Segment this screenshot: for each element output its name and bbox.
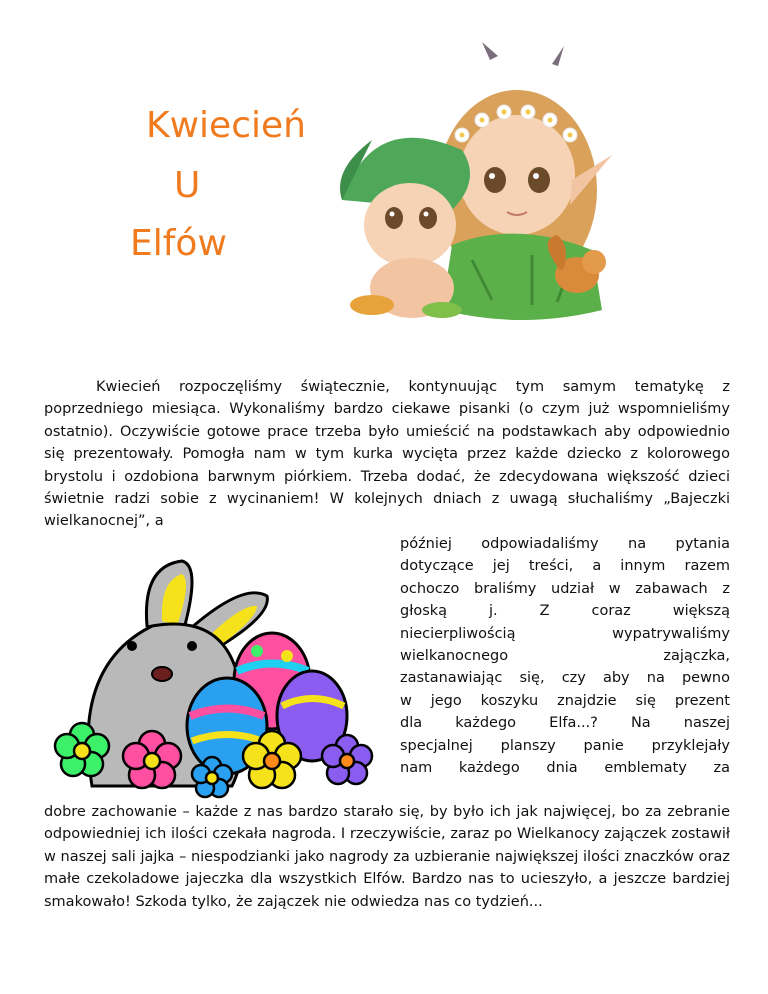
side-line: dotyczące jej treści, a innym razem (400, 558, 730, 575)
title-line-1: Kwiecień (146, 105, 306, 146)
paragraph-2-side (400, 533, 730, 779)
side-line: ochoczo braliśmy udział w zabawach z (400, 580, 730, 597)
side-line: głoską j. Z coraz większą (400, 603, 730, 620)
paragraph-1: Kwiecień rozpoczęliśmy świątecznie, kontynuując tym samym tematykę z poprzedniego miesiąca. Wykonaliśmy bardzo ciekawe pisanki (o czym już wspomnieliśmy ostatnio). Oczywiście gotowe prace trzeba było umieścić na podstawkach aby odpowiednio się prezentowały. Pomogła nam w tym kurka wycięta przez każde dziecko z kolorowego brystolu i ozdobiona barwnym piórkiem. Trzeba dodać, że zdecydowana większość dzieci świetnie radzi sobie z wycinaniem! W kolejnych dniach z uwagą słuchaliśmy „Bajeczki wielkanocnej”, a (44, 379, 730, 530)
side-line: specjalnej planszy panie przyklejały (400, 737, 730, 754)
title-line-3: Elfów (130, 223, 227, 264)
easter-bunny-illustration (42, 556, 387, 801)
side-line: niecierpliwością wypatrywaliśmy (400, 625, 730, 642)
side-line: nam każdego dnia emblematy za (400, 760, 730, 777)
side-line: wielkanocnego zajączka, (400, 648, 730, 665)
side-line: zastanawiając się, czy aby na pewno (400, 670, 730, 687)
title-line-2: U (174, 165, 201, 206)
paragraph-3: dobre zachowanie – każde z nas bardzo starało się, by było ich jak najwięcej, bo za zebranie odpowiedniej ich ilości czekała nagroda. I rzeczywiście, zaraz po Wielkanocy zajączek zostawił w naszej sali jajka – niespodzianki jako nagrody za uzbieranie największej ilości znaczków oraz małe czekoladowe jajeczka dla wszystkich Elfów. Bardzo nas to ucieszyło, a jeszcze bardziej smakowało! Szkoda tylko, że zajączek nie odwiedza nas co tydzień... (44, 804, 730, 910)
side-line: w jego koszyku znajdzie się prezent (400, 692, 730, 709)
side-line: później odpowiadaliśmy na pytania (400, 536, 730, 552)
elves-illustration (332, 40, 622, 325)
side-line: dla każdego Elfa...? Na naszej (400, 715, 730, 732)
